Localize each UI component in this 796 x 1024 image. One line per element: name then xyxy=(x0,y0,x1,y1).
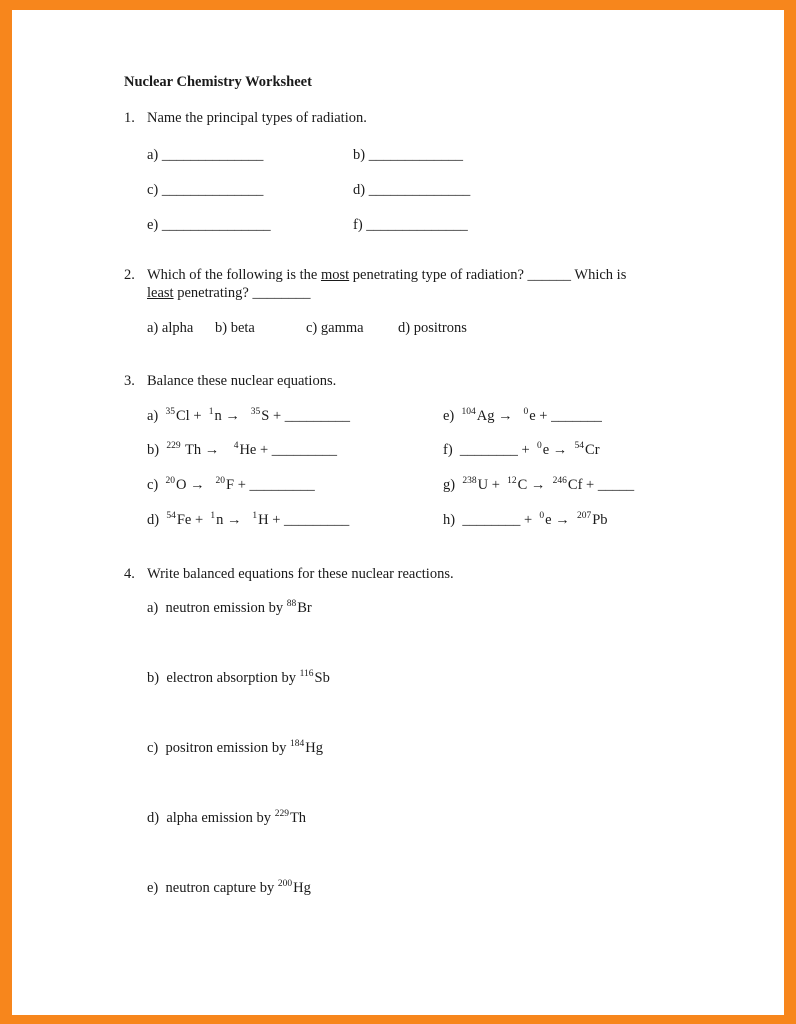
q4-item-b xyxy=(147,669,330,689)
item-label: e) xyxy=(147,880,159,896)
item-text: electron absorption by xyxy=(166,670,300,686)
eq-term: He + _________ xyxy=(239,442,338,458)
mass-number: 4 xyxy=(233,441,239,451)
mass-number: 54 xyxy=(166,511,176,521)
eq-label: b) xyxy=(147,442,160,458)
item-text: neutron emission by xyxy=(165,600,287,616)
answer-line: ______________ xyxy=(161,147,264,163)
mass-number: 246 xyxy=(552,476,567,486)
q3-text: Balance these nuclear equations. xyxy=(147,373,337,389)
mass-number: 184 xyxy=(289,739,305,749)
eq-term: n → xyxy=(214,408,240,424)
item-label: c) xyxy=(147,740,159,756)
q4-item-e xyxy=(147,879,311,899)
eq-term: ________ + xyxy=(459,442,530,458)
q1-blank-c[interactable] xyxy=(147,181,263,199)
q2-emphasis-least: least xyxy=(147,285,174,301)
eq-term: C → xyxy=(517,477,546,493)
equation-h xyxy=(443,511,608,531)
q1-blank-d[interactable] xyxy=(353,181,470,199)
eq-label: g) xyxy=(443,477,456,493)
eq-term: H + _________ xyxy=(258,512,350,528)
eq-label: d) xyxy=(147,512,160,528)
q1-text: Name the principal types of radiation. xyxy=(147,110,367,126)
mass-number: 54 xyxy=(574,441,585,451)
answer-line: ______________ xyxy=(366,217,468,233)
eq-term: Ag → xyxy=(476,408,513,424)
q4-number: 4. xyxy=(124,566,135,582)
mass-number: 88 xyxy=(286,599,297,609)
item-text: positron emission by xyxy=(165,740,290,756)
element-symbol: Hg xyxy=(293,880,311,896)
equation-c xyxy=(147,476,315,496)
q1-blank-f[interactable] xyxy=(353,216,468,234)
element-symbol: Th xyxy=(289,810,307,826)
blank-label: e) xyxy=(147,217,159,233)
eq-term: Cl + xyxy=(176,408,202,424)
mass-number: 229 xyxy=(274,809,289,819)
eq-term: Cf + _____ xyxy=(567,477,635,493)
mass-number: 1 xyxy=(210,511,216,521)
eq-term: Cr xyxy=(585,442,600,458)
q2-text-part: penetrating type of radiation? ______ Which is xyxy=(349,267,627,283)
equation-a xyxy=(147,407,350,427)
equation-g xyxy=(443,476,634,496)
element-symbol: Br xyxy=(297,600,312,616)
worksheet-page xyxy=(12,10,784,1015)
item-text: neutron capture by xyxy=(165,880,278,896)
q2-line1 xyxy=(147,266,626,284)
q2-emphasis-most: most xyxy=(320,267,350,283)
mass-number: 35 xyxy=(165,407,176,417)
mass-number: 12 xyxy=(507,476,517,486)
blank-label: b) xyxy=(353,147,366,163)
equation-f xyxy=(443,441,600,461)
eq-label: e) xyxy=(443,408,455,424)
item-text: alpha emission by xyxy=(166,810,275,826)
blank-label: d) xyxy=(353,182,366,198)
q4-item-c xyxy=(147,739,323,759)
mass-number: 104 xyxy=(461,407,476,417)
eq-label: a) xyxy=(147,408,159,424)
q2-text-part: penetrating? ________ xyxy=(173,285,311,301)
element-symbol: Hg xyxy=(305,740,323,756)
q4-item-a xyxy=(147,599,312,619)
q2-option-alpha: a) alpha xyxy=(147,320,194,336)
q2-option-positrons: d) positrons xyxy=(398,320,467,336)
q4-text: Write balanced equations for these nuclear reactions. xyxy=(147,566,454,582)
q3-number: 3. xyxy=(124,373,135,389)
q2-option-beta: b) beta xyxy=(215,320,255,336)
answer-line: _____________ xyxy=(368,147,463,163)
blank-label: a) xyxy=(147,147,159,163)
answer-line: ______________ xyxy=(161,182,264,198)
mass-number: 20 xyxy=(215,476,225,486)
eq-term: F + _________ xyxy=(226,477,315,493)
mass-number: 0 xyxy=(523,407,529,417)
eq-label: f) xyxy=(443,442,453,458)
page-title: Nuclear Chemistry Worksheet xyxy=(124,74,312,90)
item-label: d) xyxy=(147,810,160,826)
mass-number: 116 xyxy=(299,669,314,679)
mass-number: 0 xyxy=(536,441,542,451)
mass-number: 1 xyxy=(208,407,214,417)
q2-number: 2. xyxy=(124,267,135,283)
equation-b xyxy=(147,441,337,461)
q4-item-d xyxy=(147,809,306,829)
mass-number: 238 xyxy=(462,476,477,486)
item-label: a) xyxy=(147,600,159,616)
eq-term: O → xyxy=(176,477,205,493)
eq-label: c) xyxy=(147,477,159,493)
mass-number: 0 xyxy=(539,511,545,521)
mass-number: 20 xyxy=(165,476,176,486)
eq-term: e → xyxy=(545,512,570,528)
item-label: b) xyxy=(147,670,160,686)
blank-label: c) xyxy=(147,182,159,198)
q2-text-part: Which of the following is the xyxy=(147,267,321,283)
eq-term: S + _________ xyxy=(261,408,351,424)
q2-line2 xyxy=(147,284,311,302)
element-symbol: Sb xyxy=(314,670,330,686)
q1-number: 1. xyxy=(124,110,135,126)
mass-number: 1 xyxy=(252,511,258,521)
eq-term: ________ + xyxy=(462,512,533,528)
mass-number: 200 xyxy=(277,879,293,889)
q1-blank-a[interactable] xyxy=(147,146,263,164)
mass-number: 229 xyxy=(166,441,181,451)
equation-e xyxy=(443,407,602,427)
blank-label: f) xyxy=(353,217,363,233)
eq-term: Pb xyxy=(592,512,608,528)
q2-option-gamma: c) gamma xyxy=(306,320,364,336)
eq-term: n → xyxy=(216,512,242,528)
eq-term: Th → xyxy=(181,442,220,458)
q1-blank-e[interactable] xyxy=(147,216,271,234)
mass-number: 207 xyxy=(576,511,592,521)
eq-label: h) xyxy=(443,512,456,528)
eq-term: Fe + xyxy=(176,512,204,528)
equation-d xyxy=(147,511,349,531)
answer-line: ______________ xyxy=(368,182,471,198)
q1-blank-b[interactable] xyxy=(353,146,463,164)
eq-term: e + _______ xyxy=(529,408,602,424)
eq-term: U + xyxy=(477,477,500,493)
answer-line: _______________ xyxy=(161,217,271,233)
eq-term: e → xyxy=(542,442,568,458)
mass-number: 35 xyxy=(250,407,261,417)
